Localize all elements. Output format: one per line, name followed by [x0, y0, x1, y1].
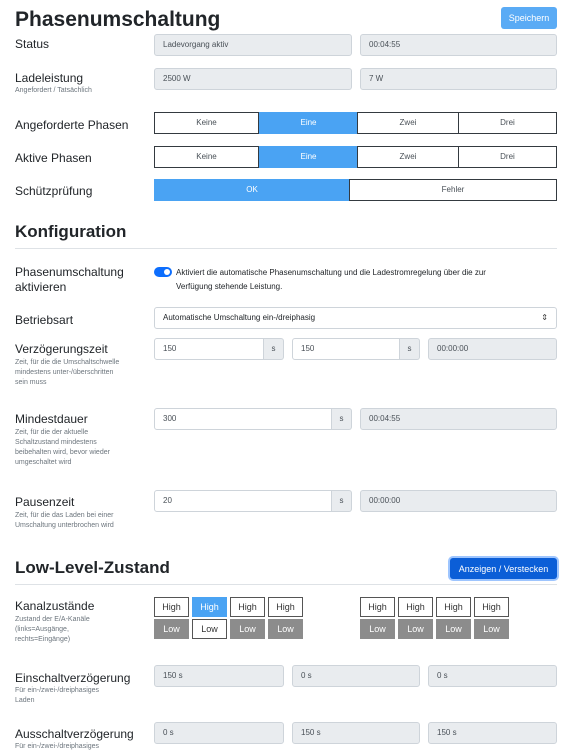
pause-label: Pausenzeit: [15, 495, 75, 509]
delay-timer: 00:00:00: [428, 338, 557, 360]
delay-input-1[interactable]: 150: [154, 338, 264, 360]
status-label: Status: [15, 37, 50, 51]
delay-sub-line-3: sein muss: [15, 379, 47, 386]
active-phase-drei[interactable]: Drei: [458, 146, 557, 168]
contactor-label: Schützprüfung: [15, 184, 93, 198]
min-duration-sub-line-2: Schaltzustand mindestens: [15, 439, 97, 446]
enable-label-line-2: aktivieren: [15, 280, 67, 294]
enable-switch[interactable]: [154, 267, 172, 277]
input-3-low: Low: [436, 619, 471, 639]
on-delay-sub-line-2: Laden: [15, 697, 35, 704]
delay-sub-line-1: Zeit, für die die Umschaltschwelle: [15, 359, 120, 366]
active-phase-eine[interactable]: Eine: [259, 146, 358, 168]
mode-select-value: Automatische Umschaltung ein-/dreiphasig: [163, 313, 316, 322]
requested-phase-zwei[interactable]: Zwei: [357, 112, 459, 134]
channels-sub-line-1: Zustand der E/A-Kanäle: [15, 616, 90, 623]
output-4-low: Low: [268, 619, 303, 639]
input-2-high: High: [398, 597, 433, 617]
output-2-high: High: [192, 597, 227, 617]
output-1-high: High: [154, 597, 189, 617]
pause-timer: 00:00:00: [360, 490, 557, 512]
enable-description-line-2: Verfügung stehende Leistung.: [176, 282, 283, 291]
off-delay-phase-1: 0 s: [154, 722, 284, 744]
input-2-low: Low: [398, 619, 433, 639]
config-divider: [15, 248, 557, 249]
select-caret-icon: ⇕: [541, 313, 548, 322]
pause-sub-line-1: Zeit, für die das Laden bei einer: [15, 512, 114, 519]
min-duration-input[interactable]: 300: [154, 408, 332, 430]
channels-sub-line-3: rechts=Eingänge): [15, 636, 71, 643]
config-title: Konfiguration: [15, 222, 127, 241]
requested-phase-eine[interactable]: Eine: [259, 112, 358, 134]
contactor-ok[interactable]: OK: [154, 179, 350, 201]
requested-phases-label: Angeforderte Phasen: [15, 118, 129, 132]
delay-unit-2: s: [400, 338, 420, 360]
channels-sub-line-2: (links=Ausgänge,: [15, 626, 69, 633]
on-delay-phase-1: 150 s: [154, 665, 284, 687]
pause-sub-line-2: Umschaltung unterbrochen wird: [15, 522, 114, 529]
lowlevel-title: Low-Level-Zustand: [15, 558, 170, 577]
requested-phase-drei[interactable]: Drei: [458, 112, 557, 134]
off-delay-label: Ausschaltverzögerung: [15, 727, 134, 741]
input-3-high: High: [436, 597, 471, 617]
pause-unit: s: [332, 490, 352, 512]
pause-input[interactable]: 20: [154, 490, 332, 512]
status-value: Ladevorgang aktiv: [154, 34, 352, 56]
on-delay-sub-line-1: Für ein-/zwei-/dreiphasiges: [15, 687, 100, 694]
active-phases-label: Aktive Phasen: [15, 151, 92, 165]
status-time: 00:04:55: [360, 34, 557, 56]
ladeleistung-actual: 7 W: [360, 68, 557, 90]
ladeleistung-label: Ladeleistung: [15, 71, 84, 85]
min-duration-unit: s: [332, 408, 352, 430]
save-button[interactable]: Speichern: [501, 7, 557, 29]
delay-label: Verzögerungszeit: [15, 342, 108, 356]
mode-select[interactable]: [154, 307, 557, 329]
output-3-high: High: [230, 597, 265, 617]
off-delay-sub-line-1: Für ein-/zwei-/dreiphasiges: [15, 743, 100, 750]
ladeleistung-requested: 2500 W: [154, 68, 352, 90]
input-1-low: Low: [360, 619, 395, 639]
min-duration-label: Mindestdauer: [15, 412, 88, 426]
input-4-high: High: [474, 597, 509, 617]
input-1-high: High: [360, 597, 395, 617]
contactor-error[interactable]: Fehler: [349, 179, 557, 201]
min-duration-timer: 00:04:55: [360, 408, 557, 430]
output-1-low: Low: [154, 619, 189, 639]
delay-sub-line-2: mindestens unter-/überschritten: [15, 369, 114, 376]
min-duration-sub-line-1: Zeit, für die der aktuelle: [15, 429, 89, 436]
active-phase-keine[interactable]: Keine: [154, 146, 259, 168]
off-delay-phase-2: 150 s: [292, 722, 420, 744]
lowlevel-divider: [15, 584, 557, 585]
on-delay-phase-3: 0 s: [428, 665, 557, 687]
page-title: Phasenumschaltung: [15, 8, 221, 31]
output-3-low: Low: [230, 619, 265, 639]
delay-input-2[interactable]: 150: [292, 338, 400, 360]
output-2-low: Low: [192, 619, 227, 639]
off-delay-phase-3: 150 s: [428, 722, 557, 744]
input-4-low: Low: [474, 619, 509, 639]
ladeleistung-sub: Angefordert / Tatsächlich: [15, 87, 92, 94]
enable-label-line-1: Phasenumschaltung: [15, 265, 124, 279]
channels-label: Kanalzustände: [15, 599, 95, 613]
min-duration-sub-line-3: beibehalten wird, bevor wieder: [15, 449, 110, 456]
requested-phase-keine[interactable]: Keine: [154, 112, 259, 134]
enable-description-line-1: Aktiviert die automatische Phasenumschaltung und die Ladestromregelung über die zur: [176, 268, 486, 277]
toggle-lowlevel-button[interactable]: Anzeigen / Verstecken: [450, 558, 557, 579]
on-delay-label: Einschaltverzögerung: [15, 671, 131, 685]
on-delay-phase-2: 0 s: [292, 665, 420, 687]
delay-unit-1: s: [264, 338, 284, 360]
mode-label: Betriebsart: [15, 313, 74, 327]
min-duration-sub-line-4: umgeschaltet wird: [15, 459, 72, 466]
output-4-high: High: [268, 597, 303, 617]
active-phase-zwei[interactable]: Zwei: [357, 146, 459, 168]
